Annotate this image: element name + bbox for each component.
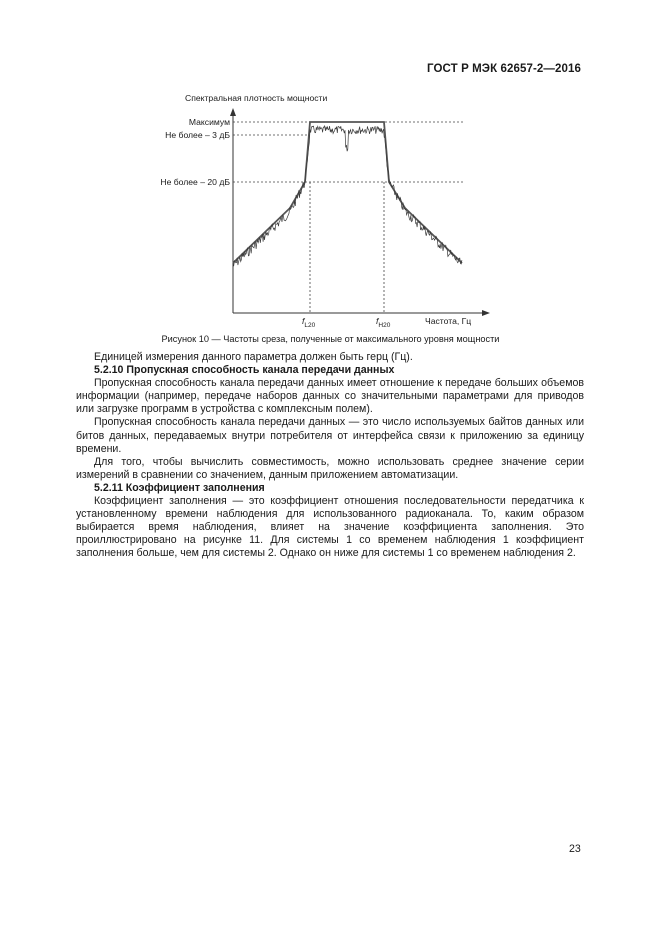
paragraph: Единицей измерения данного параметра должен быть герц (Гц). (94, 351, 413, 363)
measured-spectrum (233, 126, 462, 266)
paragraph: Пропускная способность канала передачи данных имеет отношение к передаче больших объемов информации (например, передаче наборов данных со значительными параметрами для приводов или загрузке программ в устройства с комплексным полем). (76, 377, 584, 416)
paragraph: Пропускная способность канала передачи данных — это число используемых байтов данных или битов данных, передаваемых внутри потребителя от интерфейса связи к приложению за единицу времени. (76, 416, 584, 455)
page-number: 23 (569, 843, 581, 855)
x-axis-arrow (482, 310, 490, 316)
f-low-label: $f_{L20}$ (302, 316, 316, 329)
spectrum-mask (233, 122, 462, 263)
body-text (76, 351, 584, 561)
document-code: ГОСТ Р МЭК 62657-2—2016 (427, 63, 581, 75)
level-20db-label: Не более – 20 дБ (160, 177, 230, 187)
section-heading-5-2-10: 5.2.10 Пропускная способность канала передачи данных (94, 364, 395, 377)
paragraph: Коэффициент заполнения — это коэффициент отношения последовательности передатчика к установленному времени наблюдения для использованного радиоканала. То, каким образом выбирается время наблюдения, влияет на значение коэффициента заполнения. Это проиллюстрировано на рисунке 11. Для системы 1 со временем наблюдения 1 коэффициент заполнения больше, чем для системы 2. Однако он ниже для системы 1 со временем наблюдения 2. (76, 495, 584, 560)
section-heading-5-2-11: 5.2.11 Коэффициент заполнения (94, 481, 265, 494)
spectrum-chart (140, 88, 510, 333)
f-high-label: $f_{H20}$ (376, 316, 391, 329)
x-axis-label: Частота, Гц (425, 316, 472, 326)
figure-caption: Рисунок 10 — Частоты среза, полученные от максимального уровня мощности (161, 334, 500, 344)
paragraph: Для того, чтобы вычислить совместимость, можно использовать среднее значение серии измерений в сравнении со значением, данным приложением автоматизации. (76, 455, 584, 481)
y-axis-arrow (230, 108, 236, 116)
y-axis-label: Спектральная плотность мощности (185, 93, 328, 103)
level-3db-label: Не более – 3 дБ (165, 130, 230, 140)
spectrum-figure (140, 88, 510, 333)
level-max-label: Максимум (188, 117, 230, 127)
